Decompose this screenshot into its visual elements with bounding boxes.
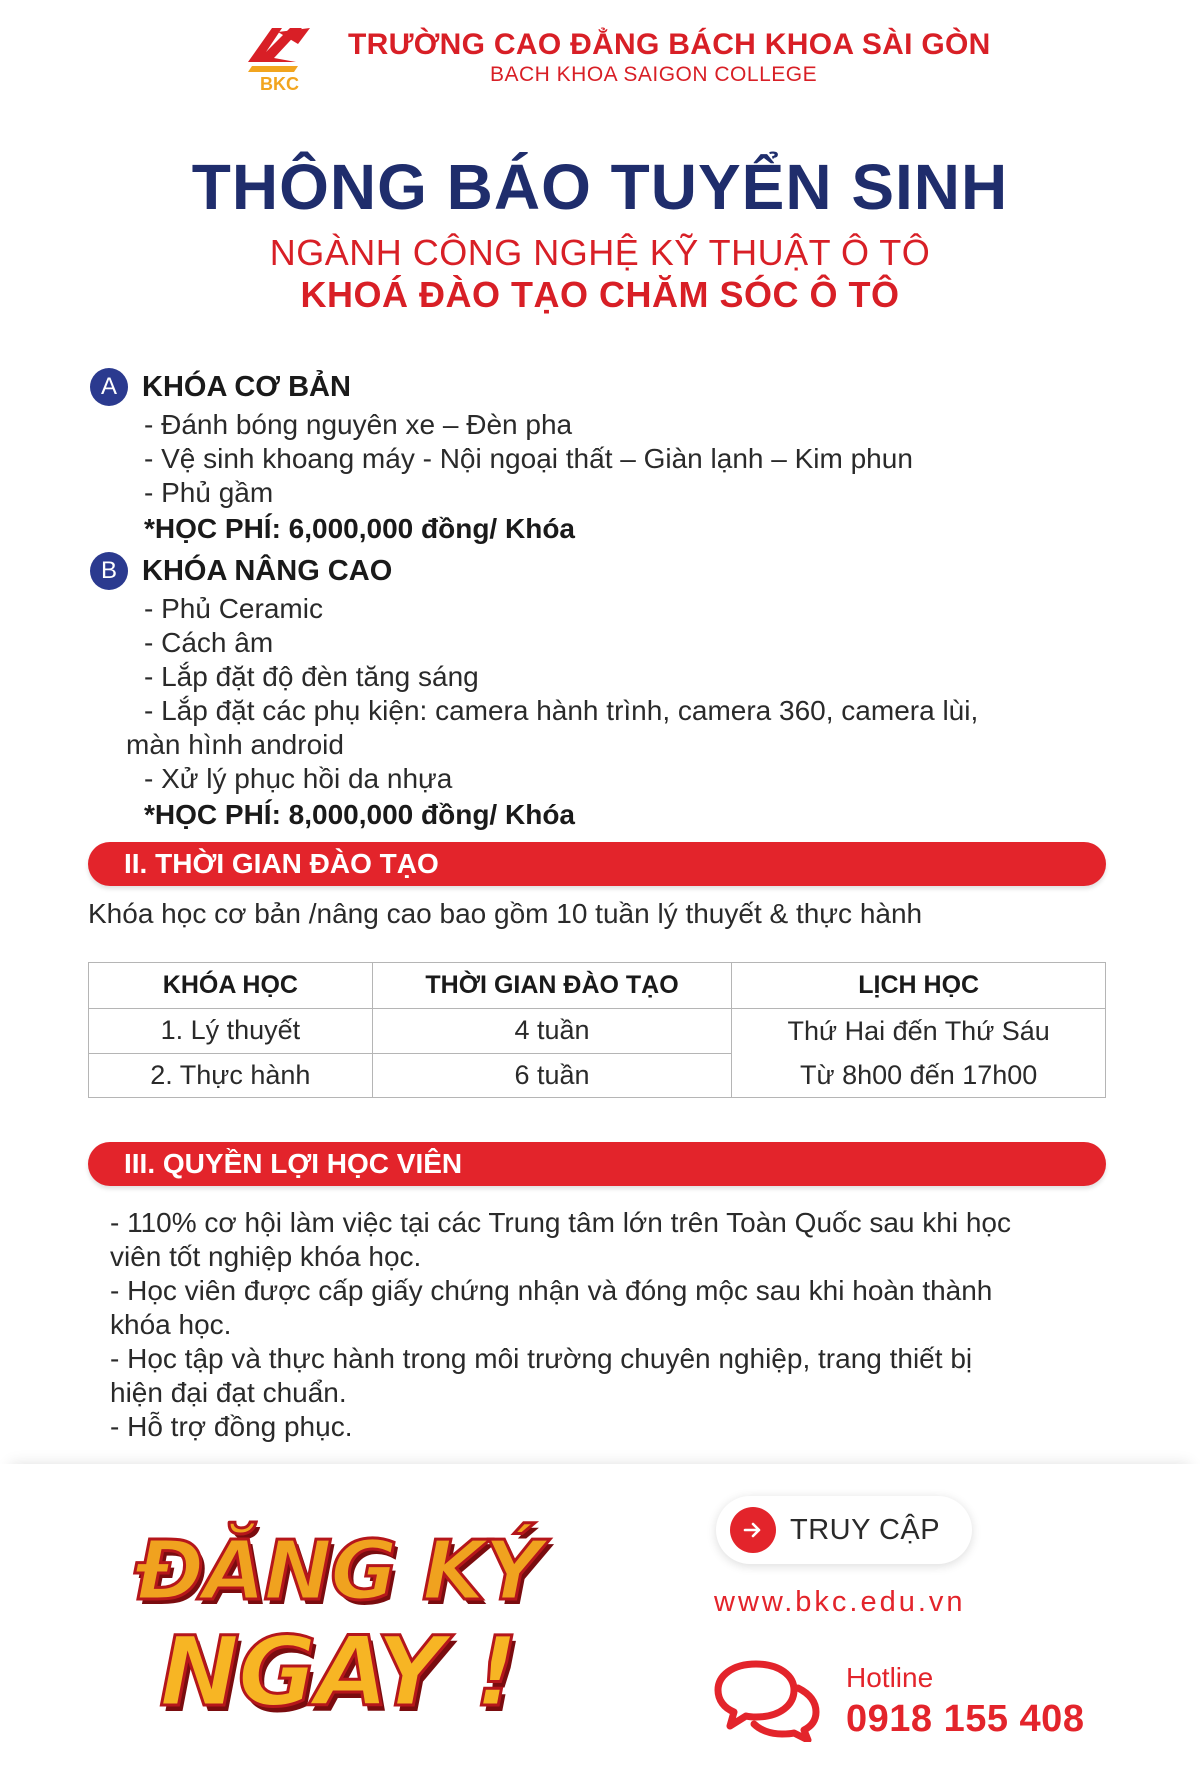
page-title: THÔNG BÁO TUYỂN SINH xyxy=(191,151,1009,223)
table-cell-duration: 4 tuần xyxy=(372,1009,732,1054)
course-basic-header xyxy=(90,366,1130,408)
badge-b: B xyxy=(90,552,128,590)
list-item: - Xử lý phục hồi da nhựa xyxy=(144,763,453,794)
arrow-right-icon xyxy=(730,1507,776,1553)
course-basic-fee: *HỌC PHÍ: 6,000,000 đồng/ Khóa xyxy=(144,513,575,544)
table-header-row xyxy=(89,963,1106,1009)
list-item: khóa học. xyxy=(110,1309,232,1340)
list-item: - 110% cơ hội làm việc tại các Trung tâm lớn trên Toàn Quốc sau khi học xyxy=(110,1207,1012,1238)
benefits-banner: III. QUYỀN LỢI HỌC VIÊN xyxy=(88,1142,1106,1186)
schedule-table xyxy=(88,962,1106,1098)
benefits-list xyxy=(110,1206,1110,1444)
table-cell-course: 2. Thực hành xyxy=(89,1053,373,1098)
subtitle-major: NGÀNH CÔNG NGHỆ KỸ THUẬT Ô TÔ xyxy=(269,232,931,273)
training-time-banner: II. THỜI GIAN ĐÀO TẠO xyxy=(88,842,1106,886)
cta-line-register: ĐĂNG KÝ xyxy=(134,1524,542,1619)
course-advanced-list xyxy=(126,592,1130,796)
cta-line-now: NGAY ! xyxy=(159,1616,517,1728)
table-header-schedule: LỊCH HỌC xyxy=(732,963,1106,1009)
list-item: hiện đại đạt chuẩn. xyxy=(110,1377,347,1408)
logo-text: BKC xyxy=(260,74,299,94)
course-advanced-fee: *HỌC PHÍ: 8,000,000 đồng/ Khóa xyxy=(144,799,575,830)
hotline-number[interactable]: 0918 155 408 xyxy=(846,1698,1085,1740)
schedule-hours: Từ 8h00 đến 17h00 xyxy=(800,1060,1038,1090)
list-item: - Học tập và thực hành trong môi trường chuyên nghiệp, trang thiết bị xyxy=(110,1343,973,1374)
list-item: - Phủ gầm xyxy=(144,477,274,508)
course-advanced-header xyxy=(90,550,1130,592)
course-basic-title: KHÓA CƠ BẢN xyxy=(142,370,351,403)
schedule-days: Thứ Hai đến Thứ Sáu xyxy=(787,1016,1050,1046)
table-row xyxy=(89,1009,1106,1054)
badge-a: A xyxy=(90,368,128,406)
table-cell-schedule xyxy=(732,1009,1106,1098)
table-cell-course: 1. Lý thuyết xyxy=(89,1009,373,1054)
list-item: màn hình android xyxy=(126,729,344,760)
list-item: - Lắp đặt độ đèn tăng sáng xyxy=(144,661,479,692)
list-item: - Vệ sinh khoang máy - Nội ngoại thất – Giàn lạnh – Kim phun xyxy=(144,443,913,474)
course-basic xyxy=(90,366,1130,548)
list-item: - Hỗ trợ đồng phục. xyxy=(110,1411,353,1442)
list-item: - Phủ Ceramic xyxy=(144,593,323,624)
list-item: - Cách âm xyxy=(144,627,274,658)
course-advanced-title: KHÓA NÂNG CAO xyxy=(142,554,393,587)
header xyxy=(0,18,1200,98)
list-item: - Học viên được cấp giấy chứng nhận và đóng mộc sau khi hoàn thành xyxy=(110,1275,993,1306)
school-name-en: BACH KHOA SAIGON COLLEGE xyxy=(490,63,818,86)
register-now-cta[interactable] xyxy=(118,1524,558,1728)
bkc-logo xyxy=(238,22,338,94)
hotline-label: Hotline xyxy=(846,1662,934,1693)
course-advanced xyxy=(90,550,1130,834)
course-basic-list xyxy=(144,408,1130,510)
visit-website-button[interactable] xyxy=(716,1496,972,1564)
table-header-course: KHÓA HỌC xyxy=(89,963,373,1009)
website-link[interactable]: www.bkc.edu.vn xyxy=(714,1586,966,1618)
school-name: TRƯỜNG CAO ĐẲNG BÁCH KHOA SÀI GÒN xyxy=(348,28,991,61)
list-item: - Đánh bóng nguyên xe – Đèn pha xyxy=(144,409,573,440)
training-description: Khóa học cơ bản /nâng cao bao gồm 10 tuần lý thuyết & thực hành xyxy=(88,898,923,929)
table-header-duration: THỜI GIAN ĐÀO TẠO xyxy=(372,963,732,1009)
list-item: - Lắp đặt các phụ kiện: camera hành trình, camera 360, camera lùi, xyxy=(144,695,979,726)
chat-bubbles-icon xyxy=(712,1656,820,1742)
subtitle-course: KHOÁ ĐÀO TẠO CHĂM SÓC Ô TÔ xyxy=(300,274,900,315)
visit-label: TRUY CẬP xyxy=(790,1513,941,1546)
table-cell-duration: 6 tuần xyxy=(372,1053,732,1098)
list-item: viên tốt nghiệp khóa học. xyxy=(110,1241,422,1272)
footer xyxy=(0,1464,1200,1772)
